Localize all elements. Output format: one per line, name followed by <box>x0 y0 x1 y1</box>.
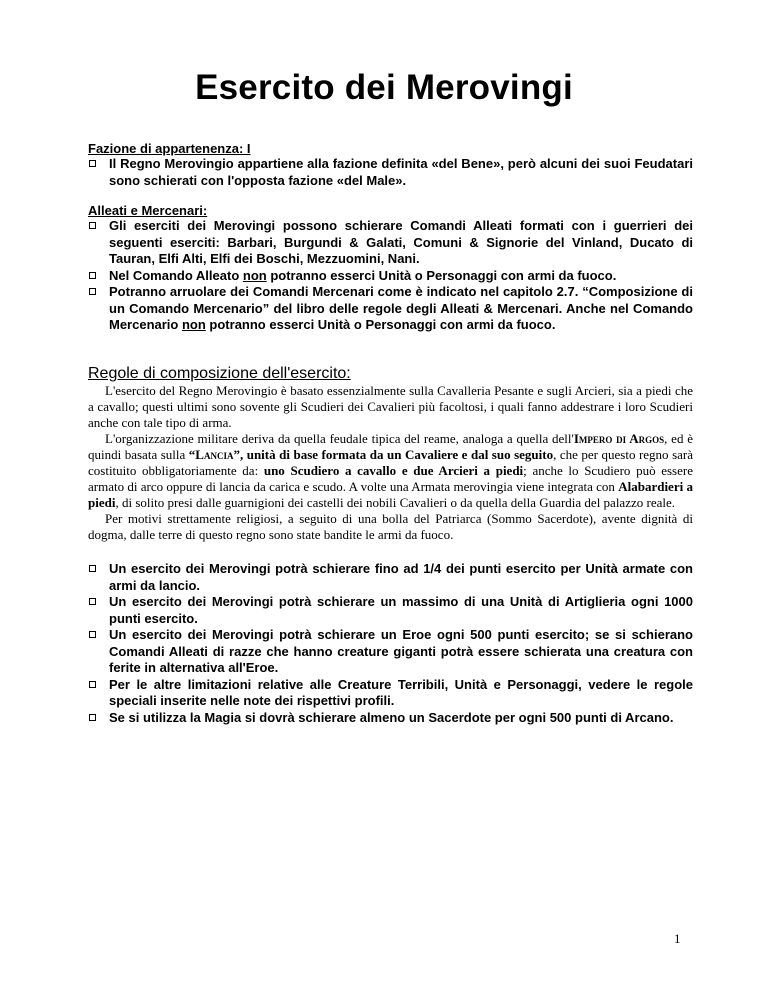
list-item: Se si utilizza la Magia si dovrà schierare almeno un Sacerdote per ogni 500 punti di Arcano. <box>88 710 693 727</box>
checkbox-bullet-icon <box>89 272 96 279</box>
checkbox-bullet-icon <box>89 222 96 229</box>
checkbox-bullet-icon <box>89 565 96 572</box>
allies-list <box>88 218 693 334</box>
paragraph: L'organizzazione militare deriva da quella feudale tipica del reame, analoga a quella dell'Impero di Argos, ed è quindi basata sulla “Lancia”, unità di base formata da un Cavaliere e dal suo seguito, che per questo regno sarà costituito obbligatoriamente da: uno Scudiero a cavallo e due Arcieri a piedi; anche lo Scudiero può essere armato di arco oppure di lancia da carica e scudo. A volte una Armata merovingia viene integrata con Alabardieri a piedi, di solito presi dalle guarnigioni dei castelli dei nobili Cavalieri o da quella della Guardia del palazzo reale. <box>88 431 693 510</box>
composition-body <box>88 383 693 543</box>
composition-heading: Regole di composizione dell'esercito: <box>88 365 351 382</box>
page-number: 1 <box>674 931 681 946</box>
list-item: Gli eserciti dei Merovingi possono schierare Comandi Alleati formati con i guerrieri dei seguenti eserciti: Barbari, Burgundi & Galati, Comuni & Signorie del Vinland, Ducato di Tauran, Elfi Alti, Elfi dei Boschi, Mezzuomini, Nani. <box>88 218 693 268</box>
list-item: Nel Comando Alleato non potranno esserci Unità o Personaggi con armi da fuoco. <box>88 268 693 285</box>
checkbox-bullet-icon <box>89 681 96 688</box>
allies-heading: Alleati e Mercenari: <box>88 203 208 218</box>
list-item: Un esercito dei Merovingi potrà schierare un massimo di una Unità di Artiglieria ogni 1000 punti esercito. <box>88 594 693 627</box>
faction-heading: Fazione di appartenenza: I <box>88 141 251 156</box>
checkbox-bullet-icon <box>89 160 96 167</box>
list-item: Potranno arruolare dei Comandi Mercenari come è indicato nel capitolo 2.7. “Composizione di un Comando Mercenario” del libro delle regole degli Alleati & Mercenari. Anche nel Comando Mercenario non potranno esserci Unità o Personaggi con armi da fuoco. <box>88 284 693 334</box>
list-item: Un esercito dei Merovingi potrà schierare un Eroe ogni 500 punti esercito; se si schierano Comandi Alleati di razze che hanno creature giganti potrà essere schierata una creatura con ferite in alternativa all'Eroe. <box>88 627 693 677</box>
checkbox-bullet-icon <box>89 631 96 638</box>
paragraph: L'esercito del Regno Merovingio è basato essenzialmente sulla Cavalleria Pesante e sugli Arcieri, sia a piedi che a cavallo; questi ultimi sono sovente gli Scudieri dei Cavalieri più facoltosi, i quali fanno addestrare i loro Scudieri anche con tale tipo di arma. <box>88 383 693 430</box>
list-item: Per le altre limitazioni relative alle Creature Terribili, Unità e Personaggi, vedere le regole speciali inserite nelle note dei rispettivi profili. <box>88 677 693 710</box>
paragraph: Per motivi strettamente religiosi, a seguito di una bolla del Patriarca (Sommo Sacerdote), avente dignità di dogma, dalle terre di questo regno sono state bandite le armi da fuoco. <box>88 511 693 542</box>
checkbox-bullet-icon <box>89 598 96 605</box>
faction-list <box>88 156 693 189</box>
checkbox-bullet-icon <box>89 288 96 295</box>
list-item: Il Regno Merovingio appartiene alla fazione definita «del Bene», però alcuni dei suoi Feudatari sono schierati con l'opposta fazione «del Male». <box>88 156 693 189</box>
composition-rules-list <box>88 561 693 726</box>
checkbox-bullet-icon <box>89 714 96 721</box>
list-item: Un esercito dei Merovingi potrà schierare fino ad 1/4 dei punti esercito per Unità armate con armi da lancio. <box>88 561 693 594</box>
page-title: Esercito dei Merovingi <box>195 68 573 107</box>
